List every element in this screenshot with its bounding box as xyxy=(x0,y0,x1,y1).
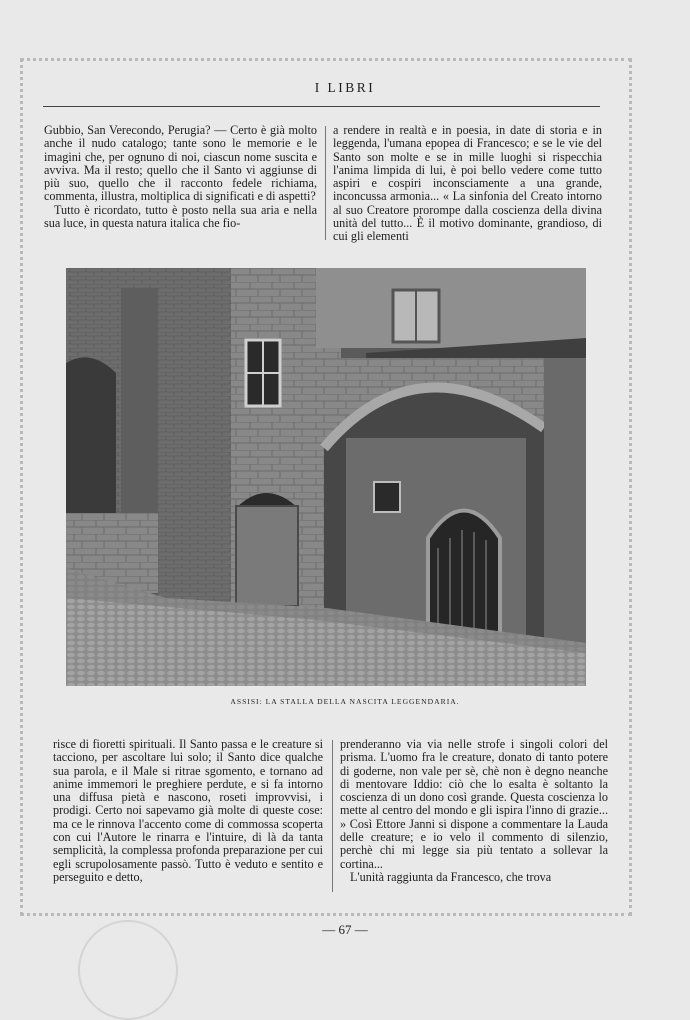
page-number: — 67 — xyxy=(322,922,368,937)
paragraph: Gubbio, San Verecondo, Perugia? — Certo è già molto anche il nudo catalogo; tante sono le memorie e le imagini che, per ognuno di noi, ciascun nome suscita e avviva. Ma il resto; quello che il Santo vi aggiunse di più suo, quello che il racconto fedele richiama, commenta, illustra, moltiplica di significati e di aspetti? xyxy=(44,124,317,204)
text-column-bottom-left xyxy=(53,738,323,898)
text-column-top-left xyxy=(44,124,317,244)
column-divider xyxy=(332,740,333,892)
column-divider xyxy=(325,126,326,240)
running-header: I LIBRI xyxy=(314,80,376,95)
paragraph: Tutto è ricordato, tutto è posto nella sua aria e nella sua luce, in questa natura italica che fio- xyxy=(44,202,317,231)
photo-caption: ASSISI: LA STALLA DELLA NASCITA LEGGENDARIA. xyxy=(230,697,460,706)
header-rule xyxy=(43,106,600,107)
paragraph: L'unità raggiunta da Francesco, che trova xyxy=(350,869,552,884)
photo-illustration xyxy=(66,268,586,686)
text-column-top-right xyxy=(333,124,602,244)
text-column-bottom-right xyxy=(340,738,608,898)
photograph-assisi-stable xyxy=(66,268,586,686)
paragraph: prenderanno via via nelle strofe i singoli colori del prisma. L'uomo fra le creature, donato di tanto potere di goderne, non vale per sè, chè non è degno neanche di mentovare Iddio: ciò che lo esalta è soltanto la coscienza di un dono così grande. Questa coscienza lo mette al centro del mondo e gli ispira l'inno di grazie... » Così Ettore Janni si dispone a commentare la Lauda delle creature; e io velo il commento di silenzio, perchè chi mi legge sia più tentato a sollevar la cortina... xyxy=(340,738,608,871)
paragraph: a rendere in realtà e in poesia, in date di storia e in leggenda, l'umana epopea di Francesco; e se le vie del Santo son molte e se in mille luoghi si rispecchia l'anima limpida di lui, è poi bello vedere come tutto aspiri e cospiri inconsciamente a una grande, inconcussa armonia... « La sinfonia del Creato intorno al suo Creatore prorompe dalla coscienza della divina unità del tutto... È il motivo dominante, grandioso, di cui gli elementi xyxy=(333,124,602,244)
paragraph: risce di fioretti spirituali. Il Santo passa e le creature si tacciono, per ascoltare lui solo; il Santo dice qualche sua parola, e il Male si ritrae sgomento, e tornano ad anime immemori le preghiere perdute, e si fa intorno una diffusa pietà e nascono, roseti improvvisi, i prodigi. Certo noi sapevamo già molte di queste cose: ma ce le rinnova l'accento come di commossa scoperta con cui l'Autore le rinarra e l'intuire, di là da tanta semplicità, la complessa profonda preparazione per cui egli scrupolosamente passò. Tutto è veduto e sentito e perseguito e detto, xyxy=(53,738,323,884)
